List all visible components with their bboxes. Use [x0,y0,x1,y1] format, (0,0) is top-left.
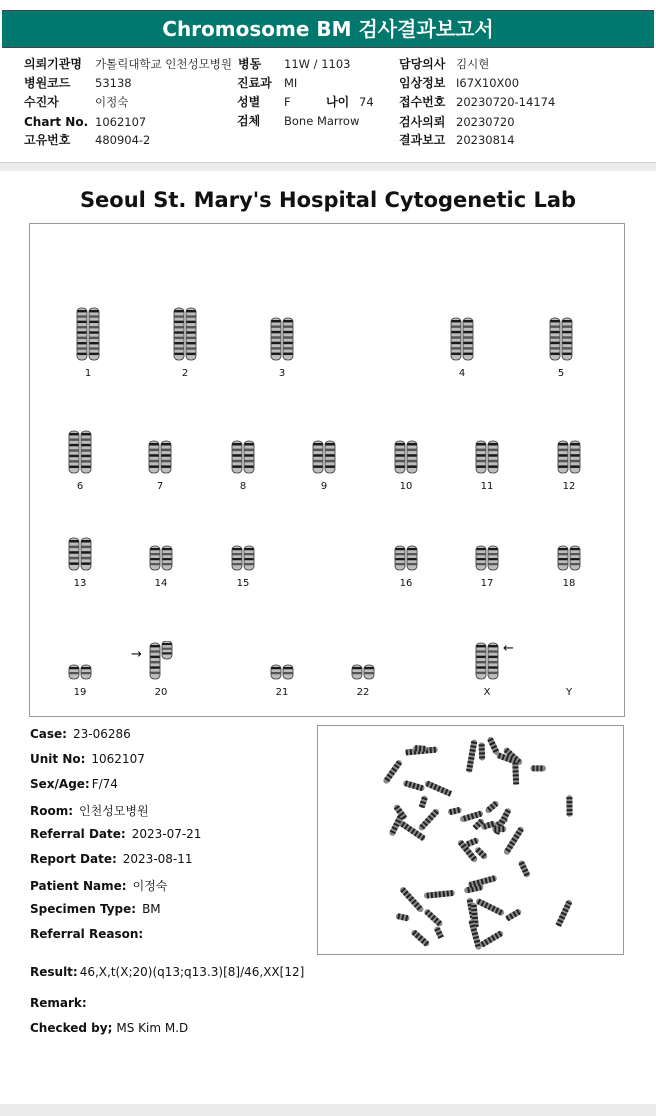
age-value: 74 [359,95,374,109]
chromosome-pair-8 [223,439,263,475]
case-value: 23-06286 [72,727,131,741]
hospital-code-label: 병원코드 [24,76,71,90]
referral-reason-label: Referral Reason: [30,927,144,941]
department-label: 진료과 [237,76,272,90]
chromosome-label-20: 20 [154,687,168,698]
specimen-type-value: BM [142,902,161,916]
receipt-label: 접수번호 [399,95,446,109]
referral-date-row [30,827,201,841]
request-label: 검사의뢰 [399,115,446,129]
report-date-value: 2023-08-11 [122,852,193,866]
room-row [30,802,149,819]
receipt-value: 20230720-14174 [456,95,556,109]
result-row [30,965,304,979]
patient-name-label: Patient Name: [30,879,127,893]
chromosome-pair-15 [223,544,263,572]
karyogram-panel [29,223,625,717]
metaphase-chromosome [410,929,430,948]
chromosome-label-1: 1 [84,368,92,379]
patient-label: 수진자 [24,95,59,109]
metaphase-chromosome [505,908,523,922]
chart-label: Chart No. [24,115,89,129]
report-date-row [30,852,193,866]
chromosome-label-19: 19 [73,687,87,698]
chromosome-pair-4 [442,316,482,362]
case-row [30,727,131,741]
sexage-row [30,777,118,791]
chromosome-pair-12 [549,439,589,475]
unique-value: 480904-2 [95,133,151,147]
chromosome-pair-1 [68,306,108,362]
chromosome-label-15: 15 [236,578,250,589]
chromosome-label-21: 21 [275,687,289,698]
chromosome-label-13: 13 [73,578,87,589]
request-value: 20230720 [456,115,515,129]
metaphase-image [317,725,624,955]
chromosome-label-8: 8 [239,481,247,492]
ward-label: 병동 [238,57,262,71]
metaphase-chromosome [382,759,403,785]
chromosome-label-6: 6 [76,481,84,492]
report-date-label: Report Date: [30,852,117,866]
chromosome-label-11: 11 [480,481,494,492]
chromosome-label-2: 2 [181,368,189,379]
chromosome-pair-13 [60,536,100,572]
chromosome-pair-x [467,641,507,681]
chromosome-pair-19 [60,663,100,681]
chromosome-label-16: 16 [399,578,413,589]
sex-value: F [284,95,291,109]
metaphase-chromosome [424,780,452,797]
metaphase-chromosome [512,760,519,785]
checked-value: MS Kim M.D [116,1021,189,1035]
arrow-right-icon: → [131,647,142,662]
chromosome-label-17: 17 [480,578,494,589]
institution-value: 가톨릭대학교 인천성모병원 [95,57,232,71]
metaphase-chromosome [402,780,425,792]
remark-label: Remark: [30,996,87,1010]
room-value: 인천성모병원 [79,804,149,818]
metaphase-chromosome [466,739,478,773]
remark-row [30,996,93,1010]
metaphase-chromosome [433,926,444,940]
metaphase-chromosome [468,918,482,950]
doctor-label: 담당의사 [399,57,446,71]
ward-value: 11W / 1103 [284,57,351,71]
chromosome-pair-21 [262,663,302,681]
chromosome-label-18: 18 [562,578,576,589]
metaphase-chromosome [555,899,573,927]
referral-date-label: Referral Date: [30,827,126,841]
chart-value: 1062107 [95,115,147,129]
specimen-value: Bone Marrow [284,114,360,128]
metaphase-chromosome [487,736,501,756]
chromosome-label-10: 10 [399,481,413,492]
chromosome-label-4: 4 [458,368,466,379]
hospital-code-value: 53138 [95,76,132,90]
metaphase-chromosome [424,890,455,899]
chromosome-pair-11 [467,439,507,475]
patient-name-row [30,877,167,894]
chromosome-pair-20 [141,641,181,681]
footer-band [0,1104,656,1116]
sex-label: 성별 [237,95,261,109]
clinical-value: I67X10X00 [456,76,520,90]
chromosome-pair-14 [141,544,181,572]
chromosome-label-x: X [483,687,491,698]
metaphase-chromosome [484,800,500,815]
chromosome-label-12: 12 [562,481,576,492]
sexage-value: F/74 [91,777,118,791]
clinical-label: 임상정보 [399,76,446,90]
patient-name-value: 이정숙 [132,879,168,893]
lab-title: Seoul St. Mary's Hospital Cytogenetic Lab [79,188,577,212]
sexage-label: Sex/Age: [30,777,90,791]
referral-reason-row [30,927,149,941]
specimen-type-label: Specimen Type: [30,902,137,916]
specimen-type-row [30,902,161,916]
age-label: 나이 [326,95,350,109]
chromosome-label-y: Y [565,687,573,698]
chromosome-label-7: 7 [156,481,164,492]
chromosome-pair-6 [60,429,100,475]
chromosome-pair-2 [165,306,205,362]
metaphase-chromosome [479,930,504,948]
metaphase-chromosome [566,795,572,817]
chromosome-label-14: 14 [154,578,168,589]
chromosome-label-22: 22 [356,687,370,698]
institution-label: 의뢰기관명 [24,57,82,71]
chromosome-pair-10 [386,439,426,475]
result-report-label: 결과보고 [399,133,446,147]
arrow-left-icon: ← [503,641,514,656]
separator-band [0,163,656,171]
report-title: Chromosome BM 검사결과보고서 [2,10,654,48]
chromosome-pair-18 [549,544,589,572]
unit-value: 1062107 [91,752,145,766]
metaphase-chromosome [419,795,429,809]
referral-date-value: 2023-07-21 [131,827,202,841]
patient-value: 이정숙 [95,95,129,109]
unit-row [30,752,145,766]
chromosome-label-9: 9 [320,481,328,492]
metaphase-chromosome [475,898,505,917]
unique-label: 고유번호 [24,133,71,147]
chromosome-pair-17 [467,544,507,572]
metaphase-chromosome [447,807,462,816]
room-label: Room: [30,804,74,818]
result-label: Result: [30,965,78,979]
metaphase-chromosome [423,908,444,928]
checked-row [30,1021,188,1035]
chromosome-label-5: 5 [557,368,565,379]
unit-label: Unit No: [30,752,86,766]
result-value: 46,X,t(X;20)(q13;q13.3)[8]/46,XX[12] [79,965,305,979]
metaphase-chromosome [479,742,486,760]
metaphase-chromosome [399,886,425,913]
chromosome-label-3: 3 [278,368,286,379]
metaphase-chromosome [492,826,506,832]
chromosome-pair-3 [262,316,302,362]
result-report-value: 20230814 [456,133,515,147]
metaphase-chromosome [530,765,546,771]
metaphase-chromosome [417,808,440,832]
doctor-value: 김시현 [456,57,490,71]
chromosome-pair-7 [140,439,180,475]
chromosome-pair-5 [541,316,581,362]
department-value: MI [284,76,298,90]
chromosome-pair-16 [386,544,426,572]
specimen-label: 검체 [237,114,261,128]
metaphase-chromosome [395,913,410,922]
metaphase-chromosome [413,745,427,752]
case-label: Case: [30,727,67,741]
metaphase-spread [318,726,623,954]
chromosome-pair-22 [343,663,383,681]
checked-label: Checked by; [30,1021,113,1035]
metaphase-chromosome [518,859,531,878]
chromosome-pair-9 [304,439,344,475]
